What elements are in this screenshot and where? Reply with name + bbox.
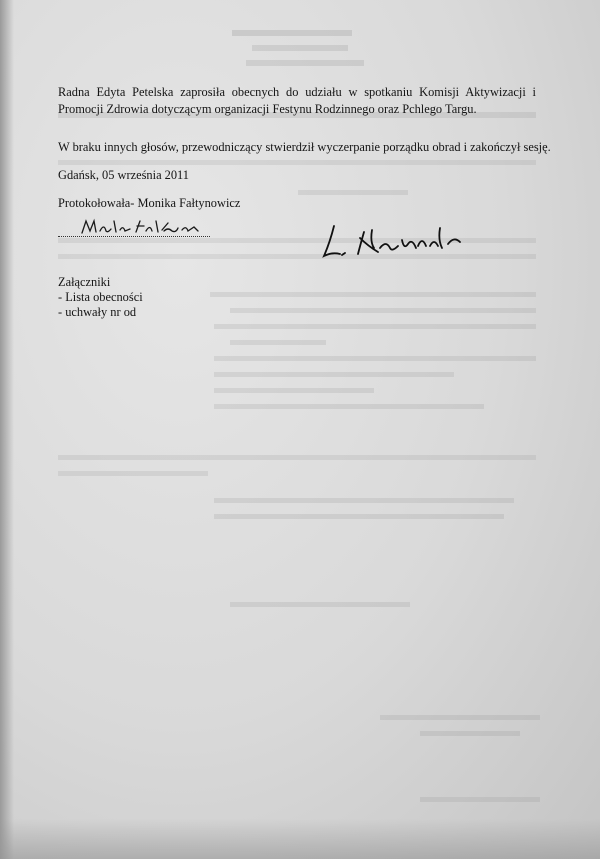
- attachments-heading: Załączniki: [58, 275, 111, 289]
- handwritten-signature-chairman: [318, 222, 468, 262]
- attachment-item: - uchwały nr od: [58, 305, 137, 319]
- attachments-list: [58, 275, 143, 320]
- recorder-signature: [58, 219, 218, 237]
- chairman-signature: [318, 222, 468, 267]
- recorder-line: Protokołowała- Monika Fałtynowicz: [58, 196, 241, 210]
- handwritten-signature-recorder: [78, 217, 208, 239]
- date-line: Gdańsk, 05 września 2011: [58, 168, 189, 182]
- closing-paragraph: W braku innych głosów, przewodniczący stwierdził wyczerpanie porządku obrad i zakończył sesję.: [58, 140, 551, 154]
- attachment-item: - Lista obecności: [58, 290, 143, 304]
- page-shadow-bottom: [0, 819, 600, 859]
- invitation-paragraph: Radna Edyta Petelska zaprosiła obecnych do udziału w spotkaniu Komisji Aktywizacji i Promocji Zdrowia dotyczącym organizacji Festynu Rodzinnego oraz Pchlego Targu.: [58, 85, 536, 116]
- page-shadow-left: [0, 0, 14, 859]
